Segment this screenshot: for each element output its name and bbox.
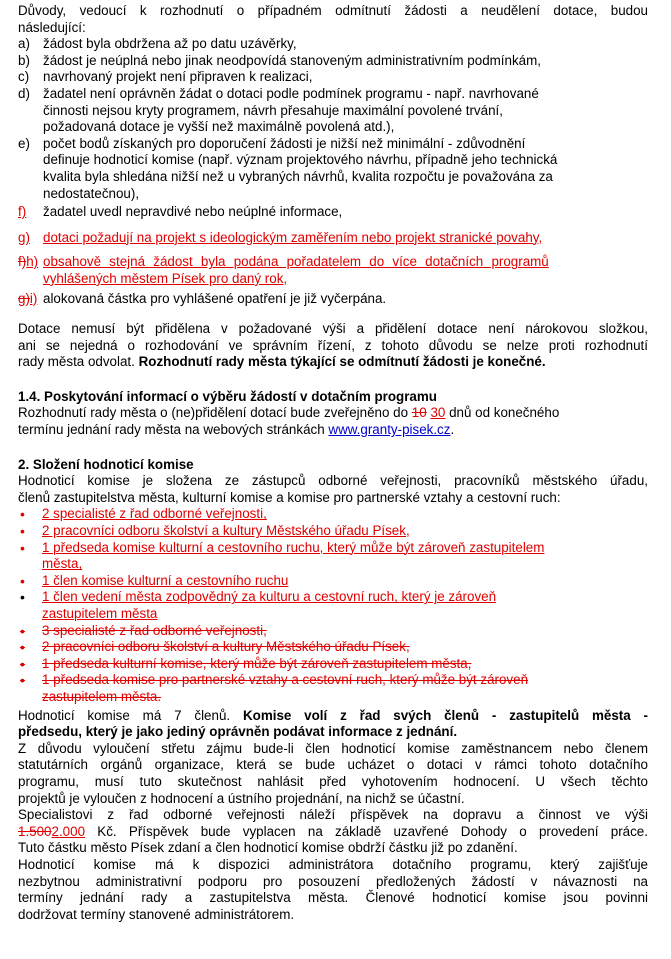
section-heading: 1.4. Poskytování informací o výběru žádostí v dotačním programu <box>18 388 437 404</box>
reason-e: e) počet bodů získaných pro doporučení žádosti je nižší než minimální - zdůvodnění definuje hodnoticí komise (např. význam projektového návrhu, případně jeho technická kvalita byla shledána nižší než u vybraných návrhů, kvalita rozpočtu je považována za nedostatečnou), <box>18 135 558 201</box>
bullet-icon: • <box>20 506 25 523</box>
list-item: • 2 pracovníci odboru školství a kultury Městského úřadu Písek, <box>20 523 410 540</box>
section-heading: 2. Složení hodnoticí komise <box>18 456 194 472</box>
paragraph-line: Hodnoticí komise má 7 členů. Komise volí z řad svých členů - zastupitelů města - <box>18 707 648 723</box>
bullet-icon: • <box>20 572 25 589</box>
paragraph-line: ani se nejedná o rozhodování ve správním řízení, z tohoto důvodu se nelze proti rozhodnutí <box>18 337 648 353</box>
reason-a: a) žádost byla obdržena až po datu uzávěrky, <box>18 36 297 52</box>
paragraph-line: 1.5002.000 Kč. Příspěvek bude vyplacen na základě uzavřené Dohody o provedení práce. <box>18 823 648 839</box>
intro-line: následující: <box>18 19 86 35</box>
bullet-icon: • <box>20 523 25 540</box>
paragraph-line: členů zastupitelstva města, kulturní komise a komise pro partnerské vztahy a cestovní ruch: <box>18 489 561 505</box>
bullet-icon: • <box>20 655 25 672</box>
paragraph-line: nezbytnou administrativní podporu pro posouzení předložených žádostí v návaznosti na <box>18 873 648 889</box>
members-new-list <box>18 506 648 622</box>
list-item: • 1 člen vedení města zodpovědný za kulturu a cestovní ruch, který je zároveň zastupitelem města <box>20 589 497 621</box>
list-item: • 1 předseda komise pro partnerské vztahy a cestovní ruch, který může být zároveň zastupitelem města. <box>20 672 529 704</box>
paragraph-line: Dotace nemusí být přidělena v požadované výši a přidělení dotace není nárokovou složkou, <box>18 321 648 337</box>
paragraph-line: předsedu, který je jako jediný oprávněn podávat informace z jednání. <box>18 724 458 740</box>
paragraph-line: termínu jednání rady města na webových stránkách www.granty-pisek.cz. <box>18 422 455 438</box>
paragraph-line: dodržovat termíny stanovené administrátorem. <box>18 906 295 922</box>
bullet-icon: • <box>20 539 25 556</box>
list-item: • 1 předseda komise kulturní a cestovního ruchu, který může být zároveň zastupitelem města, <box>20 539 545 572</box>
reason-c: c) navrhovaný projekt není připraven k realizaci, <box>18 69 313 85</box>
intro-line: Důvody, vedoucí k rozhodnutí o případném odmítnutí žádosti a neudělení dotace, budou <box>18 3 648 18</box>
paragraph-line: Specialistovi z řad odborné veřejnosti náleží příspěvek na dopravu a činnost ve výši <box>18 807 648 823</box>
list-item: • 2 pracovníci odboru školství a kultury Městského úřadu Písek, <box>20 639 410 656</box>
list-item: • 1 člen komise kulturní a cestovního ruchu <box>20 572 289 589</box>
paragraph-line: programu, musí tuto skutečnost nahlásit před vyhotovením hodnocení. U všech těchto <box>18 773 648 789</box>
list-item: • 2 specialisté z řad odborné veřejnosti, <box>20 506 267 523</box>
bullet-icon: • <box>20 639 25 656</box>
paragraph-line: termíny jednání rady a zastupitelstva města. Členové hodnoticí komise jsou povinni <box>18 890 648 906</box>
paragraph-line: Hodnoticí komise je složena ze zástupců odborné veřejnosti, pracovníků městského úřadu, <box>18 473 648 489</box>
paragraph-line: Z důvodu vyloučení střetu zájmu bude-li člen hodnoticí komise zaměstnancem nebo členem <box>18 740 648 756</box>
list-item: • 3 specialisté z řad odborné veřejnosti, <box>20 622 267 639</box>
reason-f: f) žadatel uvedl nepravdivé nebo neúplné informace, <box>18 204 343 220</box>
bullet-icon: • <box>20 672 25 689</box>
paragraph-line: Tuto částku město Písek zdaní a člen hodnoticí komise obdrží částku již po zdanění. <box>18 840 518 856</box>
reason-d: d) žadatel není oprávněn žádat o dotaci podle podmínek programu - např. navrhované činnosti nejsou kryty programem, návrh přesahuje maximální povolené trvání, požadovaná dotace je vyšší než maximálně povolená atd.), <box>18 85 539 135</box>
reason-i: g)i) alokovaná částka pro vyhlášené opatření je již vyčerpána. <box>18 290 387 306</box>
paragraph-line: statutárních orgánů organizace, která se bude ucházet o dotaci v rámci tohoto dotačního <box>18 757 648 773</box>
list-item: • 1 předseda kulturní komise, který může být zároveň zastupitelem města, <box>20 655 472 672</box>
document-page <box>18 3 648 923</box>
website-link[interactable]: www.granty-pisek.cz <box>328 422 451 438</box>
members-old-list <box>18 623 648 706</box>
reason-g: g) dotaci požadují na projekt s ideologickým zaměřením nebo projekt stranické povahy, <box>18 229 543 245</box>
paragraph-line: Hodnoticí komise má k dispozici administrátora dotačního programu, který zajišťuje <box>18 856 648 872</box>
reason-h: f)h) obsahově stejná žádost byla podána pořadatelem do více dotačních programů vyhlášených městem Písek pro daný rok, <box>18 254 549 286</box>
bullet-icon: • <box>20 622 25 639</box>
bullet-icon: • <box>20 589 25 606</box>
paragraph-line: Rozhodnutí rady města o (ne)přidělení dotací bude zveřejněno do 10 30 dnů od konečného <box>18 405 560 421</box>
reason-b: b) žádost je neúplná nebo jinak neodpovídá stanoveným administrativním podmínkám, <box>18 52 541 68</box>
paragraph-line: projektů je vyloučen z hodnocení a ústního projednání, na nichž se účastní. <box>18 790 465 806</box>
paragraph-line: rady města odvolat. Rozhodnutí rady města týkající se odmítnutí žádosti je konečné. <box>18 354 546 370</box>
